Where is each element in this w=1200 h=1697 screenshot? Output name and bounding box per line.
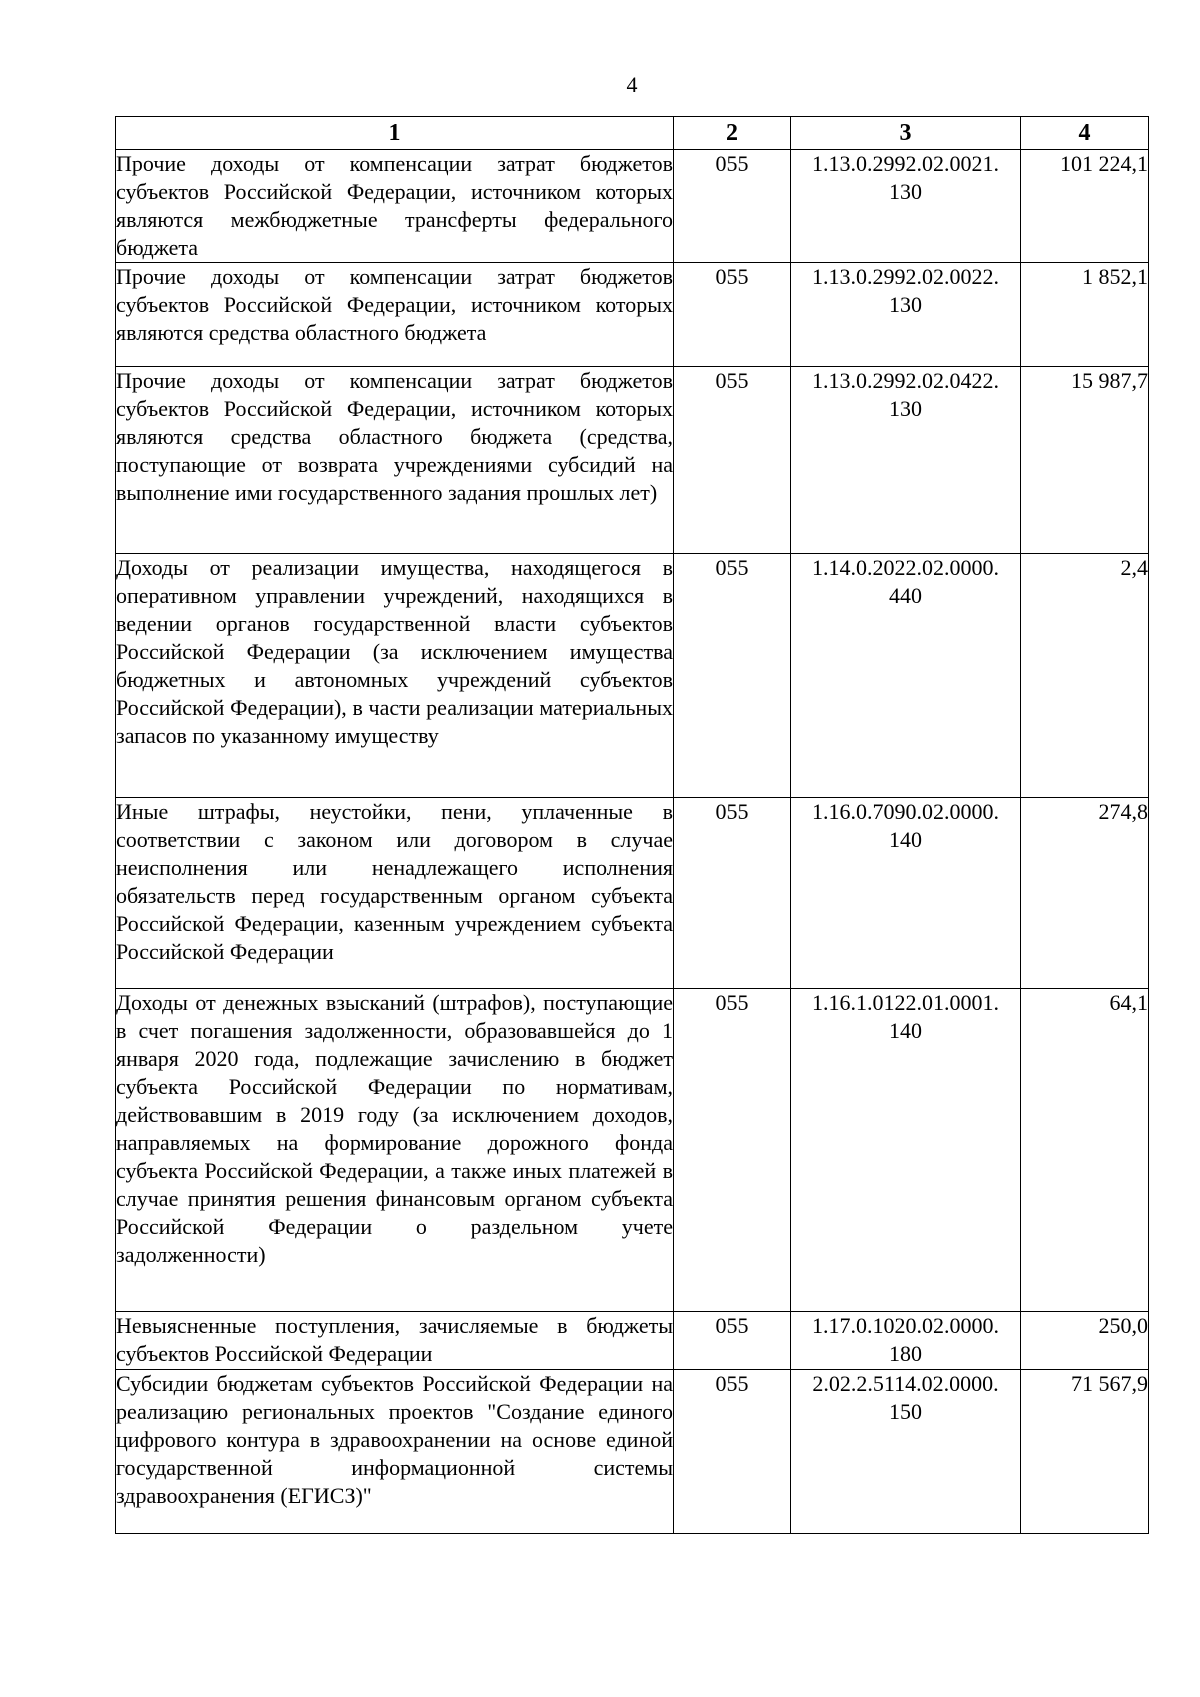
- row-amount: 1 852,1: [1021, 263, 1149, 367]
- table-row: [116, 554, 1149, 798]
- row-kbk-line2: 150: [889, 1399, 922, 1424]
- row-kbk: [791, 989, 1021, 1312]
- row-kbk-line1: 1.13.0.2992.02.0022.: [812, 264, 999, 289]
- row-description: Прочие доходы от компенсации затрат бюджетов субъектов Российской Федерации, источником которых являются средства областного бюджета (средства, поступающие от возврата учреждениями субсидий на выполнение ими государственного задания прошлых лет): [116, 367, 674, 554]
- revenue-table: [115, 116, 1149, 1534]
- row-kbk-line1: 1.17.0.1020.02.0000.: [812, 1313, 999, 1338]
- table-row: [116, 367, 1149, 554]
- table-header-row: [116, 117, 1149, 150]
- table-row: [116, 263, 1149, 367]
- row-kbk: [791, 1312, 1021, 1370]
- row-kbk: [791, 554, 1021, 798]
- row-kbk-line2: 130: [889, 179, 922, 204]
- row-kbk-line2: 440: [889, 583, 922, 608]
- row-admin-code: 055: [674, 1370, 791, 1534]
- row-admin-code: 055: [674, 798, 791, 989]
- row-admin-code: 055: [674, 150, 791, 263]
- table-row: [116, 1312, 1149, 1370]
- row-kbk-line2: 130: [889, 396, 922, 421]
- row-kbk: [791, 367, 1021, 554]
- row-description: Субсидии бюджетам субъектов Российской Федерации на реализацию региональных проектов "Создание единого цифрового контура в здравоохранении на основе единой государственной информационной системы здравоохранения (ЕГИСЗ)": [116, 1370, 674, 1534]
- table-row: [116, 1370, 1149, 1534]
- row-amount: 2,4: [1021, 554, 1149, 798]
- row-admin-code: 055: [674, 367, 791, 554]
- row-kbk-line2: 140: [889, 827, 922, 852]
- row-amount: 274,8: [1021, 798, 1149, 989]
- row-amount: 71 567,9: [1021, 1370, 1149, 1534]
- row-description: Прочие доходы от компенсации затрат бюджетов субъектов Российской Федерации, источником которых являются средства областного бюджета: [116, 263, 674, 367]
- row-kbk-line2: 130: [889, 292, 922, 317]
- row-amount: 101 224,1: [1021, 150, 1149, 263]
- row-description: Невыясненные поступления, зачисляемые в бюджеты субъектов Российской Федерации: [116, 1312, 674, 1370]
- table-row: [116, 798, 1149, 989]
- column-header-amount: 4: [1021, 117, 1149, 150]
- row-amount: 15 987,7: [1021, 367, 1149, 554]
- row-description: Иные штрафы, неустойки, пени, уплаченные в соответствии с законом или договором в случае неисполнения или ненадлежащего исполнения обязательств перед государственным органом субъекта Российской Федерации, казенным учреждением субъекта Российской Федерации: [116, 798, 674, 989]
- row-kbk: [791, 1370, 1021, 1534]
- row-kbk: [791, 798, 1021, 989]
- row-admin-code: 055: [674, 263, 791, 367]
- row-kbk-line2: 140: [889, 1018, 922, 1043]
- row-admin-code: 055: [674, 554, 791, 798]
- table-row: [116, 150, 1149, 263]
- row-description: Доходы от денежных взысканий (штрафов), поступающие в счет погашения задолженности, образовавшейся до 1 января 2020 года, подлежащие зачислению в бюджет субъекта Российской Федерации по нормативам, действовавшим в 2019 году (за исключением доходов, направляемых на формирование дорожного фонда субъекта Российской Федерации, а также иных платежей в случае принятия решения финансовым органом субъекта Российской Федерации о раздельном учете задолженности): [116, 989, 674, 1312]
- row-admin-code: 055: [674, 1312, 791, 1370]
- column-header-kbk: 3: [791, 117, 1021, 150]
- page-number: 4: [626, 72, 638, 97]
- row-kbk: [791, 263, 1021, 367]
- row-kbk-line1: 1.13.0.2992.02.0021.: [812, 151, 999, 176]
- column-header-description: 1: [116, 117, 674, 150]
- row-amount: 64,1: [1021, 989, 1149, 1312]
- row-amount: 250,0: [1021, 1312, 1149, 1370]
- row-kbk: [791, 150, 1021, 263]
- row-admin-code: 055: [674, 989, 791, 1312]
- row-kbk-line2: 180: [889, 1341, 922, 1366]
- row-kbk-line1: 1.16.0.7090.02.0000.: [812, 799, 999, 824]
- table-row: [116, 989, 1149, 1312]
- row-kbk-line1: 2.02.2.5114.02.0000.: [812, 1371, 999, 1396]
- row-kbk-line1: 1.14.0.2022.02.0000.: [812, 555, 999, 580]
- row-kbk-line1: 1.16.1.0122.01.0001.: [812, 990, 999, 1015]
- row-kbk-line1: 1.13.0.2992.02.0422.: [812, 368, 999, 393]
- row-description: Прочие доходы от компенсации затрат бюджетов субъектов Российской Федерации, источником которых являются межбюджетные трансферты федерального бюджета: [116, 150, 674, 263]
- column-header-admin-code: 2: [674, 117, 791, 150]
- row-description: Доходы от реализации имущества, находящегося в оперативном управлении учреждений, находящихся в ведении органов государственной власти субъектов Российской Федерации (за исключением имущества бюджетных и автономных учреждений субъектов Российской Федерации), в части реализации материальных запасов по указанному имуществу: [116, 554, 674, 798]
